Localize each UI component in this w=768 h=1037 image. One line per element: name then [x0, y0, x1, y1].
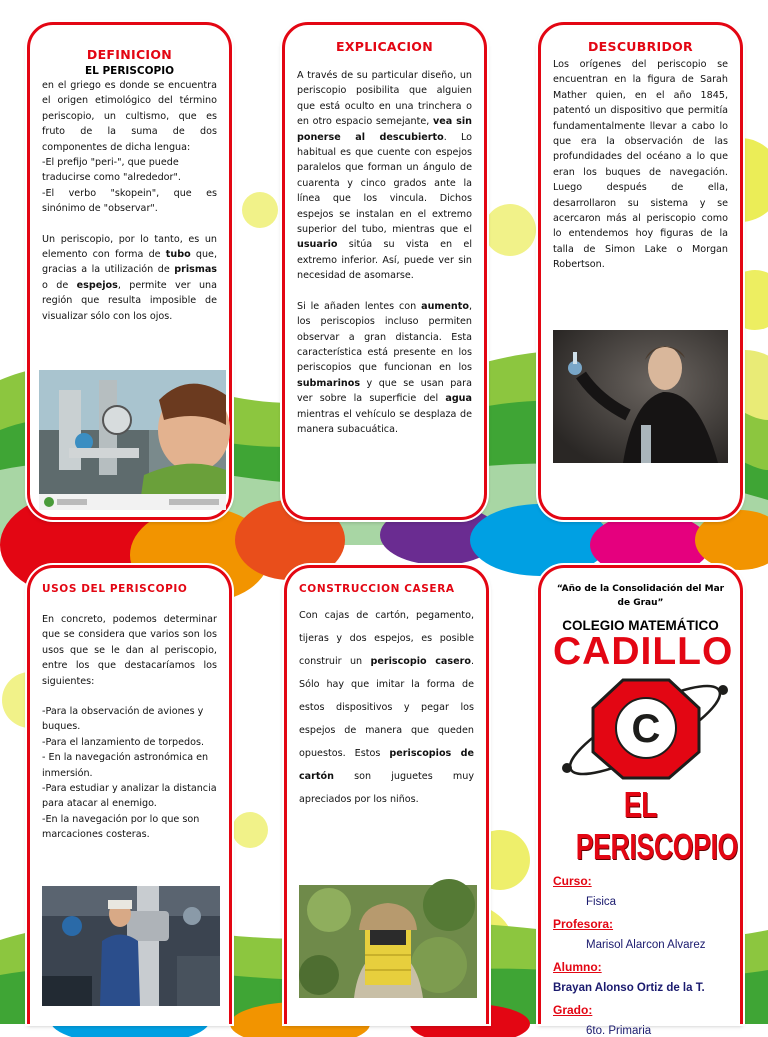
- descubridor-body: [553, 57, 728, 273]
- construccion-body: [299, 604, 474, 811]
- usos-list-item: -En la navegación por lo que son marcaciones costeras.: [42, 813, 200, 841]
- alumno-label: Alumno:: [553, 960, 602, 974]
- grado-value: 6to. Primaria: [586, 1025, 652, 1037]
- brochure-title: EL PERISCOPIO: [575, 784, 738, 867]
- construccion-heading: CONSTRUCCION CASERA: [299, 583, 455, 595]
- descubridor-heading: DESCUBRIDOR: [588, 39, 693, 54]
- child-with-cardboard-periscope-photo: [299, 885, 477, 998]
- year-motto: “Año de la Consolidación del Mar de Grau”: [556, 584, 725, 608]
- definicion-paragraph-2: -El prefijo "peri-", que puede traducirse como "alrededor".: [42, 157, 181, 184]
- usos-list: [42, 704, 217, 843]
- boy-looking-through-periscope-photo: [39, 370, 226, 510]
- descubridor-paragraph: Los orígenes del periscopio se encuentran en la figura de Sarah Mather quien, en el año 1845, patentó un dispositivo que permitía fundamentalmente llevar a cabo lo que era la observación de las profundidades del océano a lo que eran los buques de navegación. Luego después de ella, desarrollaron su sistema y se acercaron más al periscopio como lo entendemos hoy figuras de la talla de Simon Lake o Morgan Robertson.: [553, 59, 728, 271]
- explicacion-paragraph-1: A través de su particular diseño, un periscopio posibilita que alguien que está oculto en una trinchera o en otro espacio semejante, vea sin ponerse al descubierto. Lo habitual es que cuente con espejos paralelos que forman un ángulo de cuarenta y cinco grados ante la línea que los vincula. Dichos espejos se instalan en el extremo superior del tubo, mientras que el usuario sitúa su vista en el extremo inferior. Así, puede ver sin necesidad de asomarse.: [297, 70, 472, 282]
- construccion-panel: [284, 565, 489, 1024]
- school-brand: CADILLO: [553, 630, 734, 673]
- explicacion-panel: [282, 22, 487, 520]
- definicion-panel: [27, 22, 232, 520]
- submarine-periscope-operator-photo: [42, 886, 220, 1006]
- usos-list-item: -Para estudiar y analizar la distancia para atacar al enemigo.: [42, 783, 217, 810]
- profesora-label: Profesora:: [553, 917, 614, 931]
- usos-list-item: -Para el lanzamiento de torpedos.: [42, 736, 205, 748]
- school-logo-letter: C: [631, 707, 661, 751]
- descubridor-panel: [538, 22, 743, 520]
- usos-list-item: -Para la observación de aviones y buques.: [42, 706, 204, 733]
- definicion-paragraph-3: -El verbo "skopein", que es sinónimo de "observar".: [42, 187, 217, 215]
- alumno-value: Brayan Alonso Ortiz de la T.: [553, 982, 705, 994]
- explicacion-body: [297, 68, 472, 437]
- profesora-value: Marisol Alarcon Alvarez: [586, 939, 706, 951]
- scientist-woman-photo: [553, 330, 728, 463]
- school-name: COLEGIO MATEMÁTICO: [562, 618, 719, 633]
- school-logo: [553, 670, 734, 780]
- curso-label: Curso:: [553, 874, 592, 888]
- grado-label: Grado:: [553, 1003, 593, 1017]
- usos-intro: En concreto, podemos determinar que se considera que varios son los usos que se le dan al periscopio, entre los que destacaríamos los siguientes:: [42, 614, 217, 687]
- definicion-subheading: EL PERISCOPIO: [84, 65, 175, 77]
- usos-panel: [27, 565, 232, 1024]
- definicion-heading: DEFINICION: [86, 47, 173, 62]
- usos-list-item: - En la navegación astronómica en inmersión.: [42, 752, 209, 779]
- construccion-paragraph: Con cajas de cartón, pegamento, tijeras y dos espejos, es posible construir un periscopio casero. Sólo hay que imitar la forma de estos dispositivos y pegar los espejos de manera que queden opuestos. Estos periscopios de cartón son juguetes muy apreciados por los niños.: [299, 610, 474, 805]
- usos-heading: USOS DEL PERISCOPIO: [42, 583, 188, 595]
- definicion-paragraph-4: Un periscopio, por lo tanto, es un elemento con forma de tubo que, gracias a la utilización de prismas o de espejos, permite ver una región que resulta imposible de visualizar sólo con los ojos.: [42, 233, 217, 322]
- definicion-body: [42, 78, 217, 324]
- explicacion-heading: EXPLICACION: [335, 39, 433, 54]
- usos-body: [42, 612, 217, 843]
- explicacion-paragraph-2: Si le añaden lentes con aumento, los periscopios incluso permiten observar a gran distancia. Esta característica está presente en los periscopios que funcionan en los submarinos y que se usan para ver sobre la superficie del agua mientras el vehículo se desplaza de manera subacuática.: [297, 300, 472, 435]
- cover-panel: [538, 565, 743, 1037]
- definicion-paragraph-1: en el griego es donde se encuentra el origen etimológico del término periscopio, un cultismo, que es fruto de la suma de dos componentes de dicha lengua:: [42, 80, 217, 153]
- curso-value: Fisica: [586, 896, 617, 908]
